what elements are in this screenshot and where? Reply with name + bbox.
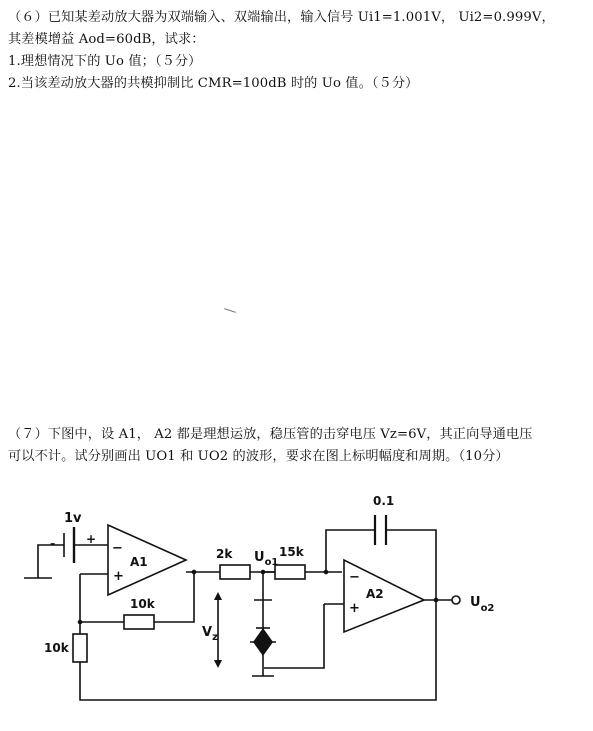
a1-label: A1 [130, 555, 148, 569]
a1-minus-sign: − [112, 541, 123, 556]
capacitor-label: 0.1 [373, 494, 395, 508]
resistor-10k-feedback [124, 615, 154, 629]
wire-a1-plus [80, 574, 108, 622]
zener-diode-lower [253, 642, 273, 656]
junction-a1-out [192, 570, 197, 575]
r-2k-label: 2k [216, 547, 233, 561]
q7-line-2: 可以不计。试分别画出 UO1 和 UO2 的波形，要求在图上标明幅度和周期。（10分） [8, 449, 509, 464]
r-10k-feedback-label: 10k [130, 597, 155, 611]
uo2-label: $U_{o2}$ [470, 595, 495, 614]
a1-plus-sign: + [113, 569, 124, 584]
q6-line-3: 1.理想情况下的 Uo 值；（５分） [8, 54, 202, 69]
output-terminal-uo2 [452, 596, 460, 604]
wire-a2-plus [264, 604, 344, 668]
r-15k-label: 15k [279, 545, 304, 559]
resistor-10k-ground [73, 634, 87, 662]
r-10k-ground-label: 10k [44, 641, 69, 655]
uo1-label: $U_{o1}$ [254, 550, 279, 568]
resistor-15k [275, 565, 305, 579]
a2-label: A2 [366, 587, 384, 601]
wire-fb-right [154, 572, 194, 622]
q6-line-2: 其差模增益 Aod=60dB，试求： [8, 32, 205, 47]
a2-plus-sign: + [349, 601, 360, 616]
junction-fb [78, 620, 83, 625]
a2-minus-sign: − [349, 570, 360, 585]
junction-uo1 [261, 570, 266, 575]
q7-line-1: （７）下图中，设 A1， A2 都是理想运放，稳压管的击穿电压 Vz=6V，其正向导通电压 [8, 427, 533, 442]
resistor-2k [220, 565, 250, 579]
vz-arrow-head-bottom [214, 660, 222, 668]
battery-minus-sign: - [50, 537, 56, 552]
wire-cap-left [326, 530, 375, 572]
battery-label: 1v [64, 511, 82, 526]
battery-plus-sign: + [86, 532, 97, 546]
zener-diode-upper [253, 628, 273, 642]
junction-a2-out [434, 598, 439, 603]
junction-cap [324, 570, 329, 575]
q6-line-1: （６）已知某差动放大器为双端输入、双端输出，输入信号 Ui1=1.001V， Ui2=0.999V， [8, 10, 555, 25]
vz-arrow-head-top [214, 592, 222, 600]
vz-label: $V_z$ [202, 625, 218, 643]
wire-cap-right [386, 530, 436, 600]
q6-line-4: 2.当该差动放大器的共模抑制比 CMR=100dB 时的 Uo 值。（５分） [8, 76, 419, 91]
